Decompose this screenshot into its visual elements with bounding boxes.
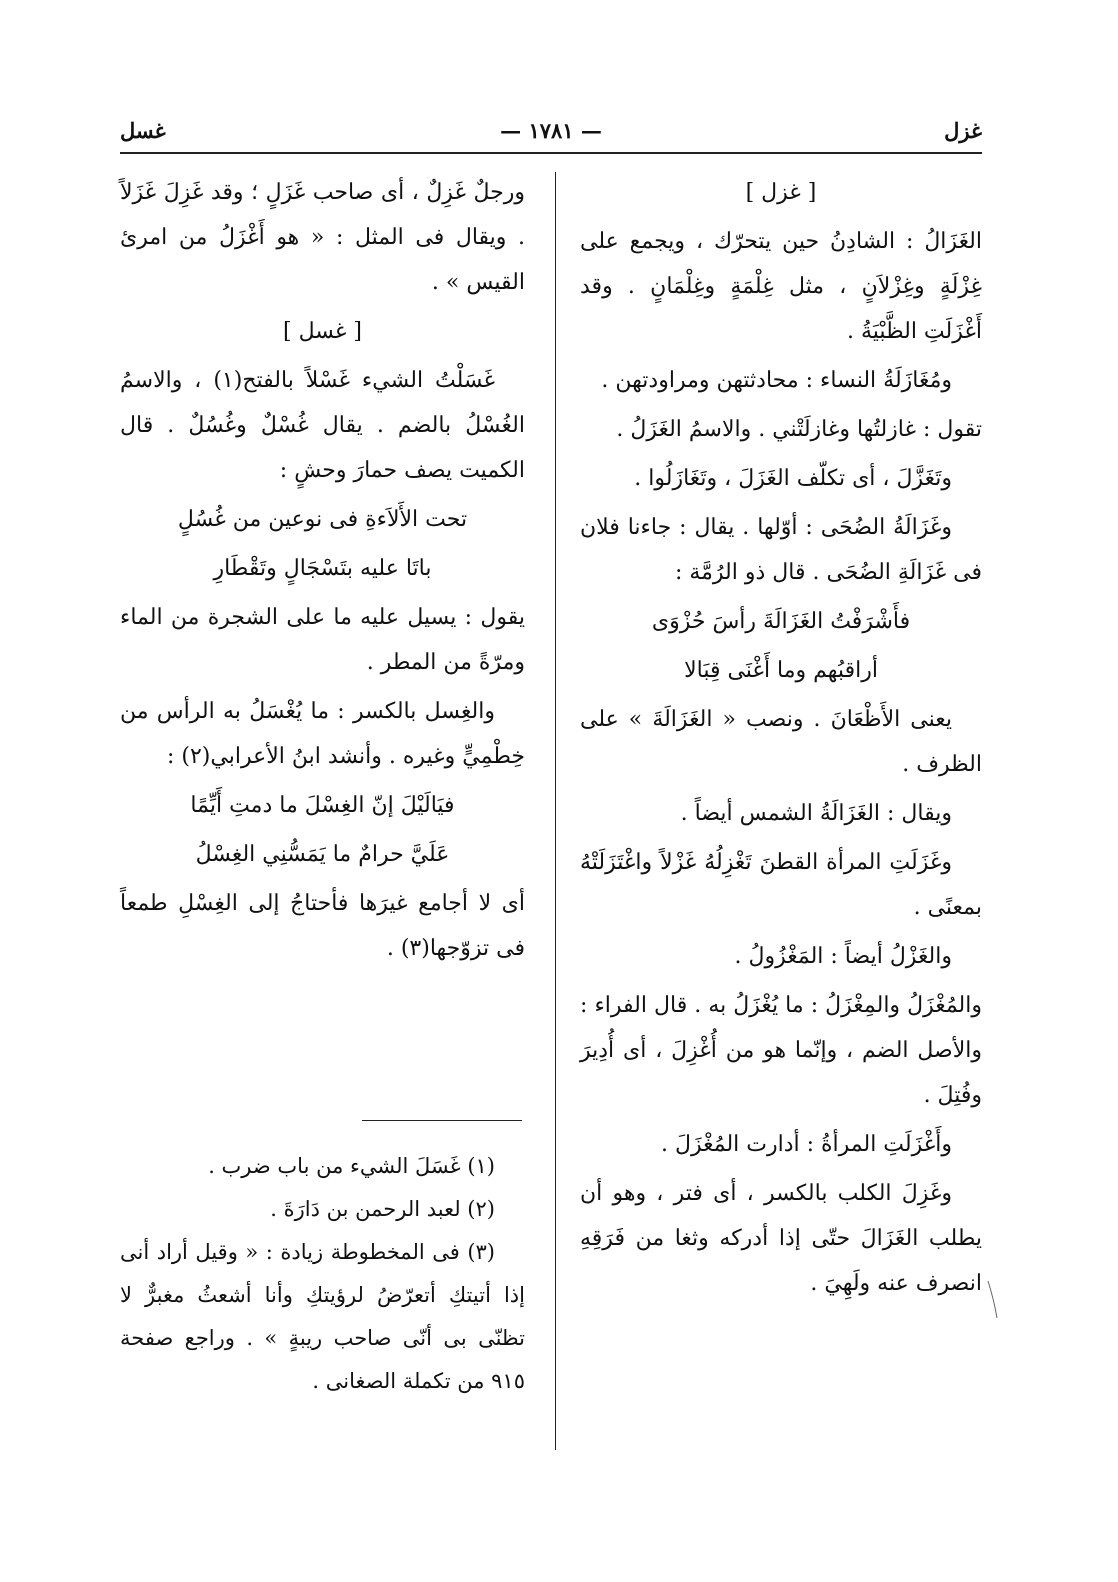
paragraph: وغَزَلَتِ المرأة القطنَ تَغْزِلُهُ غَزْلاً واغْتَزَلَتْهُ بمعنًى . (580, 850, 982, 920)
header-rule (120, 152, 982, 154)
footnote: (١) غَسَلَ الشيء من باب ضرب . (208, 1154, 495, 1178)
right-column (580, 170, 982, 1310)
left-column (120, 170, 525, 975)
paragraph: الغَزَالُ : الشادِنُ حين يتحرّك ، ويجمع على غِزْلَةٍ وغِزْلاَنٍ ، مثل غِلْمَةٍ وغِلْمَانٍ . وقد أَغْزَلَتِ الظَّبْيَةُ . (580, 229, 982, 344)
paragraph: وتَغَزَّلَ ، أى تكلّف الغَزَلَ ، وتَغَازَلُوا . (634, 466, 952, 491)
header-next-root-word: غسل (120, 118, 166, 143)
paragraph: وغَزِلَ الكلب بالكسر ، أى فتر ، وهو أن يطلب الغَزَالَ حتّى إذا أدركه وثغا من فَرَقِهِ انصرف عنه ولَهِيَ . (580, 1181, 982, 1296)
verse-line: عَلَيَّ حرامٌ ما يَمَسُّنِي الغِسْلُ (195, 842, 450, 867)
footnotes (120, 1145, 525, 1403)
paragraph: ومُغَازَلَةُ النساء : محادثتهن ومراودتهن . (601, 368, 952, 393)
column-divider (555, 172, 556, 1450)
paragraph: والمُغْزَلُ والمِغْزَلُ : ما يُغْزَلُ به . قال الفراء : والأصل الضم ، وإنّما هو من أُغْزِلَ ، أى أُدِيرَ وفُتِلَ . (580, 993, 982, 1108)
running-header (120, 118, 982, 154)
header-root-word: غزل (944, 118, 982, 143)
paragraph: يعنى الأَظْعَانَ . ونصب « الغَزَالَةَ » على الظرف . (580, 707, 982, 777)
footnote: (٢) لعبد الرحمن بن دَارَةَ . (270, 1197, 495, 1221)
verse-line: فأَشْرَفْتُ الغَزَالَةَ رأسَ حُزْوَى (651, 609, 911, 634)
paragraph: أى لا أجامع غيرَها فأحتاجُ إلى الغِسْلِ طمعاً فى تزوّجها(٣) . (120, 891, 525, 961)
verse-line: باتَا عليه بتَسْجَالٍ وتَقْطَارِ (213, 556, 432, 581)
verse-line: تحت الأَلاَءةِ فى نوعين من غُسُلٍ (177, 507, 468, 532)
verse-line: أراقبُهم وما أَغْنَى قِبَالا (684, 658, 878, 683)
paragraph: تقول : غازلتُها وغازلَتْني . والاسمُ الغَزَلُ . (616, 417, 982, 442)
paragraph: ورجلٌ غَزِلٌ ، أى صاحب غَزَلٍ ؛ وقد غَزِلَ غَزَلاً . ويقال فى المثل : « هو أَغْزَلُ من امرئ القيس » . (120, 180, 525, 295)
paragraph: ويقال : الغَزَالَةُ الشمس أيضاً . (680, 801, 952, 826)
verse-line: فيَالَيْلَ إنّ الغِسْلَ ما دمتِ أَيِّمًا (190, 793, 455, 818)
footnote: (٣) فى المخطوطة زيادة : « وقيل أراد أنى إذا أتيتكِ أتعرّضُ لرؤيتكِ وأنا أشعثُ مغبرٌّ لا تظنّى بى أنّى صاحب ريبةٍ » . وراجع صفحة ٩١٥ من تكملة الصغانى . (120, 1240, 525, 1393)
paragraph: والغِسل بالكسر : ما يُغْسَلُ به الرأس من خِطْمِيٍّ وغيره . وأنشد ابنُ الأعرابي(٢) : (120, 699, 525, 769)
page-number: — ١٧٨١ — (500, 118, 602, 143)
margin-stroke (985, 1280, 999, 1320)
paragraph: وأَغْزَلَتِ المرأةُ : أدارت المُغْزَلَ . (661, 1132, 952, 1157)
footnote-rule (362, 1120, 522, 1121)
entry-heading: [ غسل ] (283, 319, 362, 344)
paragraph: وغَزَالَةُ الضُحَى : أوّلها . يقال : جاءنا فلان فى غَزَالَةِ الضُحَى . قال ذو الرُمَّة : (580, 515, 982, 585)
paragraph: يقول : يسيل عليه ما على الشجرة من الماء ومرّةً من المطر . (120, 605, 525, 675)
paragraph: غَسَلْتُ الشيء غَسْلاً بالفتح(١) ، والاسمُ الغُسْلُ بالضم . يقال غُسْلٌ وغُسُلٌ . قال الكميت يصف حمارَ وحشٍ : (120, 368, 525, 483)
entry-heading: [ غزل ] (745, 180, 817, 205)
paragraph: والغَزْلُ أيضاً : المَغْزُولُ . (734, 944, 952, 969)
